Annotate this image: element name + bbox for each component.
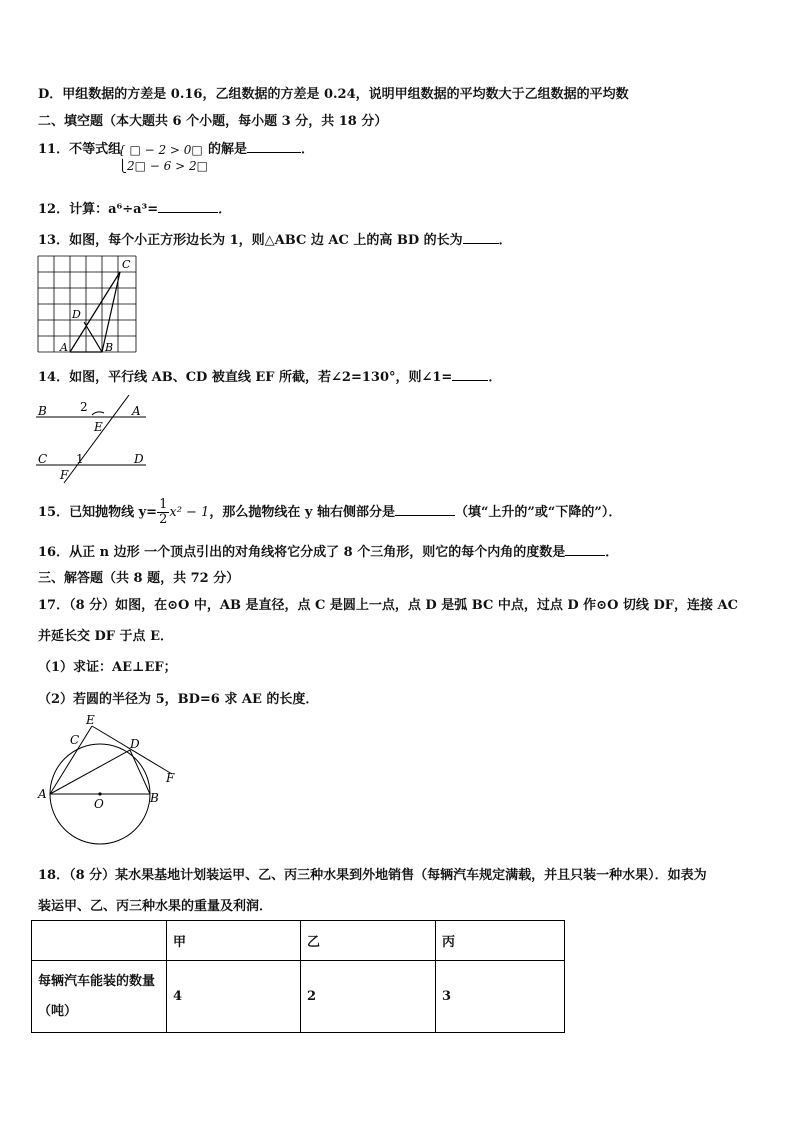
question-17-line-2: 并延长交 DF 于点 E． bbox=[38, 629, 173, 644]
question-17-part-1: （1）求证：AE⊥EF； bbox=[38, 660, 177, 675]
table-row bbox=[32, 961, 565, 1033]
fraction-one-half: $\frac{1}{2}$ bbox=[159, 497, 168, 527]
inequality-row-1: { □ − 2 > 0□ bbox=[118, 143, 203, 157]
label-angle-1: 1 bbox=[76, 452, 84, 466]
question-13: 13．如图，每个小正方形边长为 1，则△ABC 边 AC 上的高 BD 的长为 ． bbox=[38, 233, 512, 248]
fruit-table bbox=[31, 920, 565, 1033]
label-F: F bbox=[60, 468, 69, 482]
label-E: E bbox=[86, 713, 95, 727]
q13-answer-blank[interactable] bbox=[463, 231, 499, 244]
q12-answer-blank[interactable] bbox=[158, 200, 218, 213]
q15-answer-blank[interactable] bbox=[395, 503, 455, 516]
label-C: C bbox=[70, 733, 80, 747]
question-11 bbox=[38, 138, 121, 157]
label-C: C bbox=[122, 258, 131, 271]
question-15: 15．已知抛物线 y= $\frac{1}{2}$ x² − 1，那么抛物线在 y 轴右侧部分是 （填“上升的”或“下降的”）． bbox=[38, 497, 622, 527]
q11-prefix: 11．不等式组 bbox=[38, 142, 122, 157]
question-17-line-1: 17．（8 分）如图，在⊙O 中，AB 是直径，点 C 是圆上一点，点 D 是弧 BC 中点，过点 D 作⊙O 切线 DF，连接 AC bbox=[38, 598, 738, 613]
table-header-row bbox=[32, 921, 565, 961]
label-D: D bbox=[130, 737, 140, 751]
question-17-part-2: （2）若圆的半径为 5，BD=6 求 AE 的长度． bbox=[38, 692, 319, 707]
question-16: 16．从正 n 边形 一个顶点引出的对角线将它分成了 8 个三角形，则它的每个内角的度数是 ． bbox=[38, 545, 619, 560]
header-cell-jia: 甲 bbox=[167, 921, 301, 961]
question-14: 14．如图，平行线 AB、CD 被直线 EF 所截，若∠2=130°，则∠1= ． bbox=[38, 370, 502, 385]
q16-answer-blank[interactable] bbox=[565, 543, 605, 556]
header-cell-bing: 丙 bbox=[436, 921, 565, 961]
label-B: B bbox=[105, 341, 114, 354]
label-A: A bbox=[60, 341, 68, 354]
label-angle-2: 2 bbox=[80, 400, 88, 414]
label-O: O bbox=[94, 797, 104, 811]
label-F: F bbox=[166, 771, 175, 785]
value-cell-jia: 4 bbox=[167, 961, 301, 1033]
circle-tangent-figure bbox=[34, 712, 184, 848]
label-D: D bbox=[72, 308, 81, 321]
parallel-lines-figure bbox=[34, 393, 150, 485]
label-A: A bbox=[38, 787, 47, 801]
inequality-row-2: ⎩2□ − 6 > 2□ bbox=[118, 159, 208, 173]
label-B: B bbox=[38, 404, 47, 418]
label-D: D bbox=[134, 452, 144, 466]
row-label-cell: 每辆汽车能装的数量（吨） bbox=[32, 961, 167, 1033]
q11-answer: 的解是 ． bbox=[208, 142, 315, 157]
label-C: C bbox=[38, 452, 48, 466]
q11-answer-blank[interactable] bbox=[247, 140, 301, 153]
header-cell-yi: 乙 bbox=[301, 921, 436, 961]
question-18-line-1: 18．（8 分）某水果基地计划装运甲、乙、丙三种水果到外地销售（每辆汽车规定满载，并且只装一种水果）．如表为 bbox=[38, 868, 707, 883]
value-cell-yi: 2 bbox=[301, 961, 436, 1033]
label-A: A bbox=[132, 404, 141, 418]
inequality-system bbox=[118, 142, 208, 174]
grid-triangle-figure bbox=[36, 254, 140, 356]
label-E: E bbox=[94, 420, 103, 434]
header-cell-empty bbox=[32, 921, 167, 961]
section-3-title: 三、解答题（共 8 题，共 72 分） bbox=[38, 571, 240, 586]
question-18-line-2: 装运甲、乙、丙三种水果的重量及利润． bbox=[38, 899, 273, 914]
value-cell-bing: 3 bbox=[436, 961, 565, 1033]
label-B: B bbox=[150, 791, 159, 805]
option-d-text: D．甲组数据的方差是 0.16，乙组数据的方差是 0.24，说明甲组数据的平均数大于乙组数据的平均数 bbox=[38, 87, 629, 102]
section-2-title: 二、填空题（本大题共 6 个小题，每小题 3 分，共 18 分） bbox=[38, 114, 388, 129]
question-12: 12．计算：a⁶÷a³= ． bbox=[38, 202, 232, 217]
q14-answer-blank[interactable] bbox=[452, 368, 488, 381]
